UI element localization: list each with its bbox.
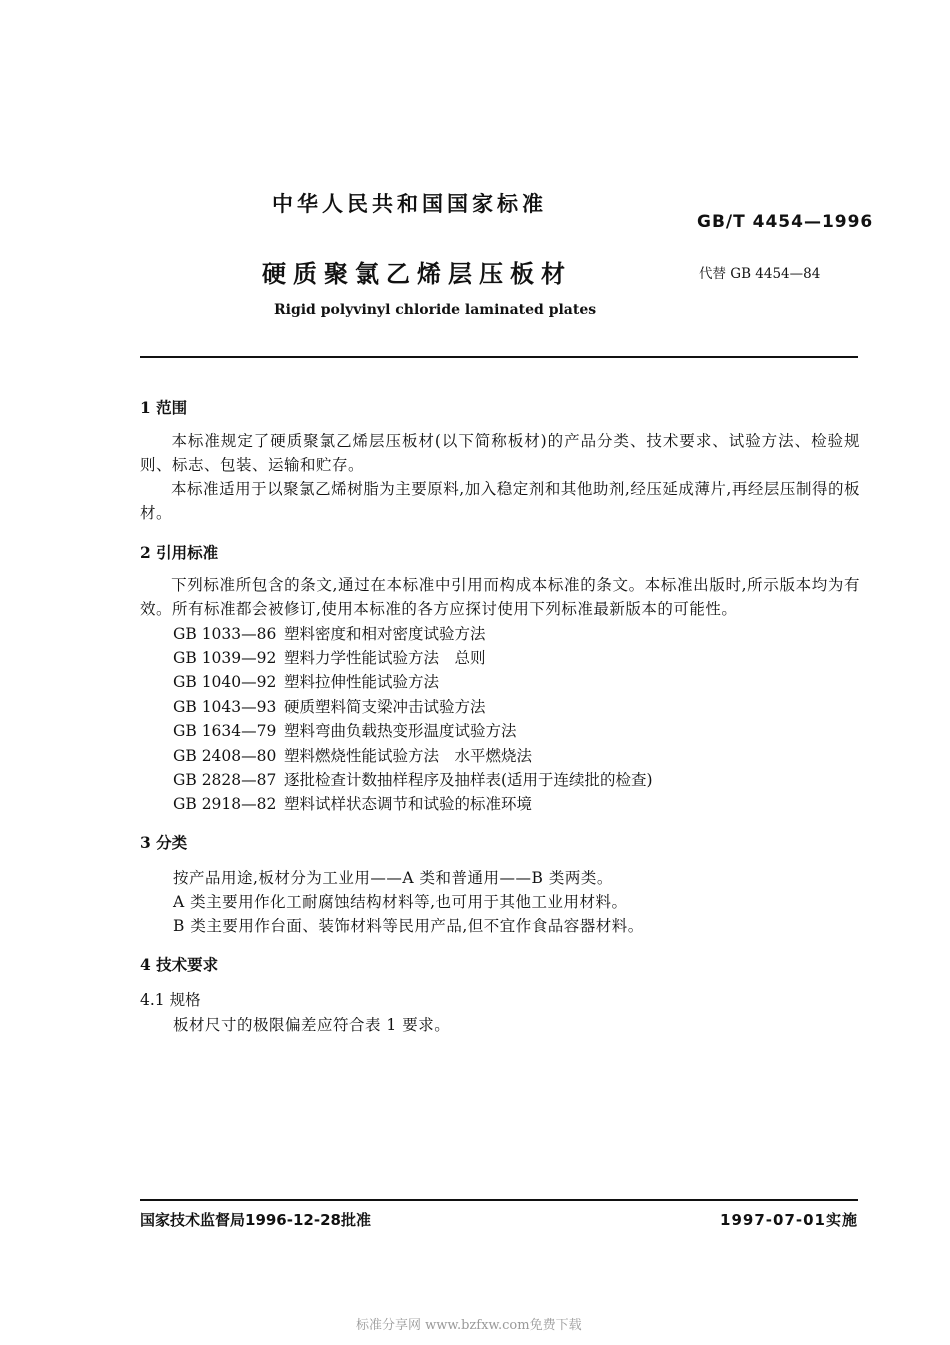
- reference-item: [173, 695, 486, 717]
- section-3-line-3: B 类主要用作台面、装饰材料等民用产品,但不宜作食品容器材料。: [173, 917, 644, 935]
- standard-number: GB/T 4454—1996: [697, 212, 874, 232]
- section-3-line-1: 按产品用途,板材分为工业用——A 类和普通用——B 类两类。: [173, 869, 613, 887]
- effective-date: 1997-07-01实施: [720, 1211, 858, 1229]
- reference-code: GB 1039—92: [173, 649, 277, 667]
- reference-code: GB 2828—87: [173, 771, 277, 789]
- reference-item: [173, 768, 653, 790]
- header-rule: [140, 356, 858, 358]
- reference-item: [173, 719, 517, 741]
- reference-code: GB 1634—79: [173, 722, 277, 740]
- reference-code: GB 1033—86: [173, 625, 277, 643]
- section-1-heading: 1 范围: [140, 398, 188, 417]
- reference-title: 硬质塑料简支梁冲击试验方法: [284, 698, 486, 716]
- document-title: 硬质聚氯乙烯层压板材: [262, 259, 572, 288]
- footer-rule: [140, 1199, 858, 1201]
- section-3-heading: 3 分类: [140, 833, 188, 852]
- watermark-text: 标准分享网 www.bzfxw.com免费下载: [356, 1318, 582, 1333]
- section-4-heading: 4 技术要求: [140, 955, 219, 974]
- reference-item: [173, 792, 532, 814]
- reference-code: GB 2408—80: [173, 747, 277, 765]
- replaces-note: 代替 GB 4454—84: [699, 266, 821, 282]
- document-title-english: Rigid polyvinyl chloride laminated plates: [274, 302, 597, 318]
- section-2-paragraph-1: 下列标准所包含的条文,通过在本标准中引用而构成本标准的条文。本标准出版时,所示版本均为有效。所有标准都会被修订,使用本标准的各方应探讨使用下列标准最新版本的可能性。: [140, 576, 860, 618]
- reference-item: [173, 622, 486, 644]
- reference-item: [173, 646, 486, 668]
- reference-code: GB 1043—93: [173, 698, 277, 716]
- section-1-paragraph-2: 本标准适用于以聚氯乙烯树脂为主要原料,加入稳定剂和其他助剂,经压延成薄片,再经层压制得的板材。: [140, 480, 860, 522]
- reference-title: 塑料拉伸性能试验方法: [284, 673, 440, 691]
- reference-title: 塑料试样状态调节和试验的标准环境: [284, 795, 533, 813]
- section-4-1-line-1: 板材尺寸的极限偏差应符合表 1 要求。: [173, 1016, 451, 1034]
- reference-item: [173, 670, 439, 692]
- reference-title: 塑料燃烧性能试验方法 水平燃烧法: [284, 747, 533, 765]
- approval-note: 国家技术监督局1996-12-28批准: [140, 1211, 371, 1229]
- reference-title: 塑料密度和相对密度试验方法: [284, 625, 486, 643]
- section-3-line-2: A 类主要用作化工耐腐蚀结构材料等,也可用于其他工业用材料。: [173, 893, 628, 911]
- section-2-heading: 2 引用标准: [140, 543, 219, 562]
- reference-code: GB 2918—82: [173, 795, 277, 813]
- reference-title: 塑料弯曲负载热变形温度试验方法: [284, 722, 517, 740]
- reference-title: 塑料力学性能试验方法 总则: [284, 649, 486, 667]
- section-4-1-heading: 4.1 规格: [140, 991, 201, 1009]
- reference-title: 逐批检查计数抽样程序及抽样表(适用于连续批的检查): [284, 771, 653, 789]
- reference-item: [173, 744, 532, 766]
- reference-code: GB 1040—92: [173, 673, 277, 691]
- national-standard-title: 中华人民共和国国家标准: [272, 191, 547, 216]
- section-1-paragraph-1: 本标准规定了硬质聚氯乙烯层压板材(以下简称板材)的产品分类、技术要求、试验方法、检验规则、标志、包装、运输和贮存。: [140, 432, 860, 474]
